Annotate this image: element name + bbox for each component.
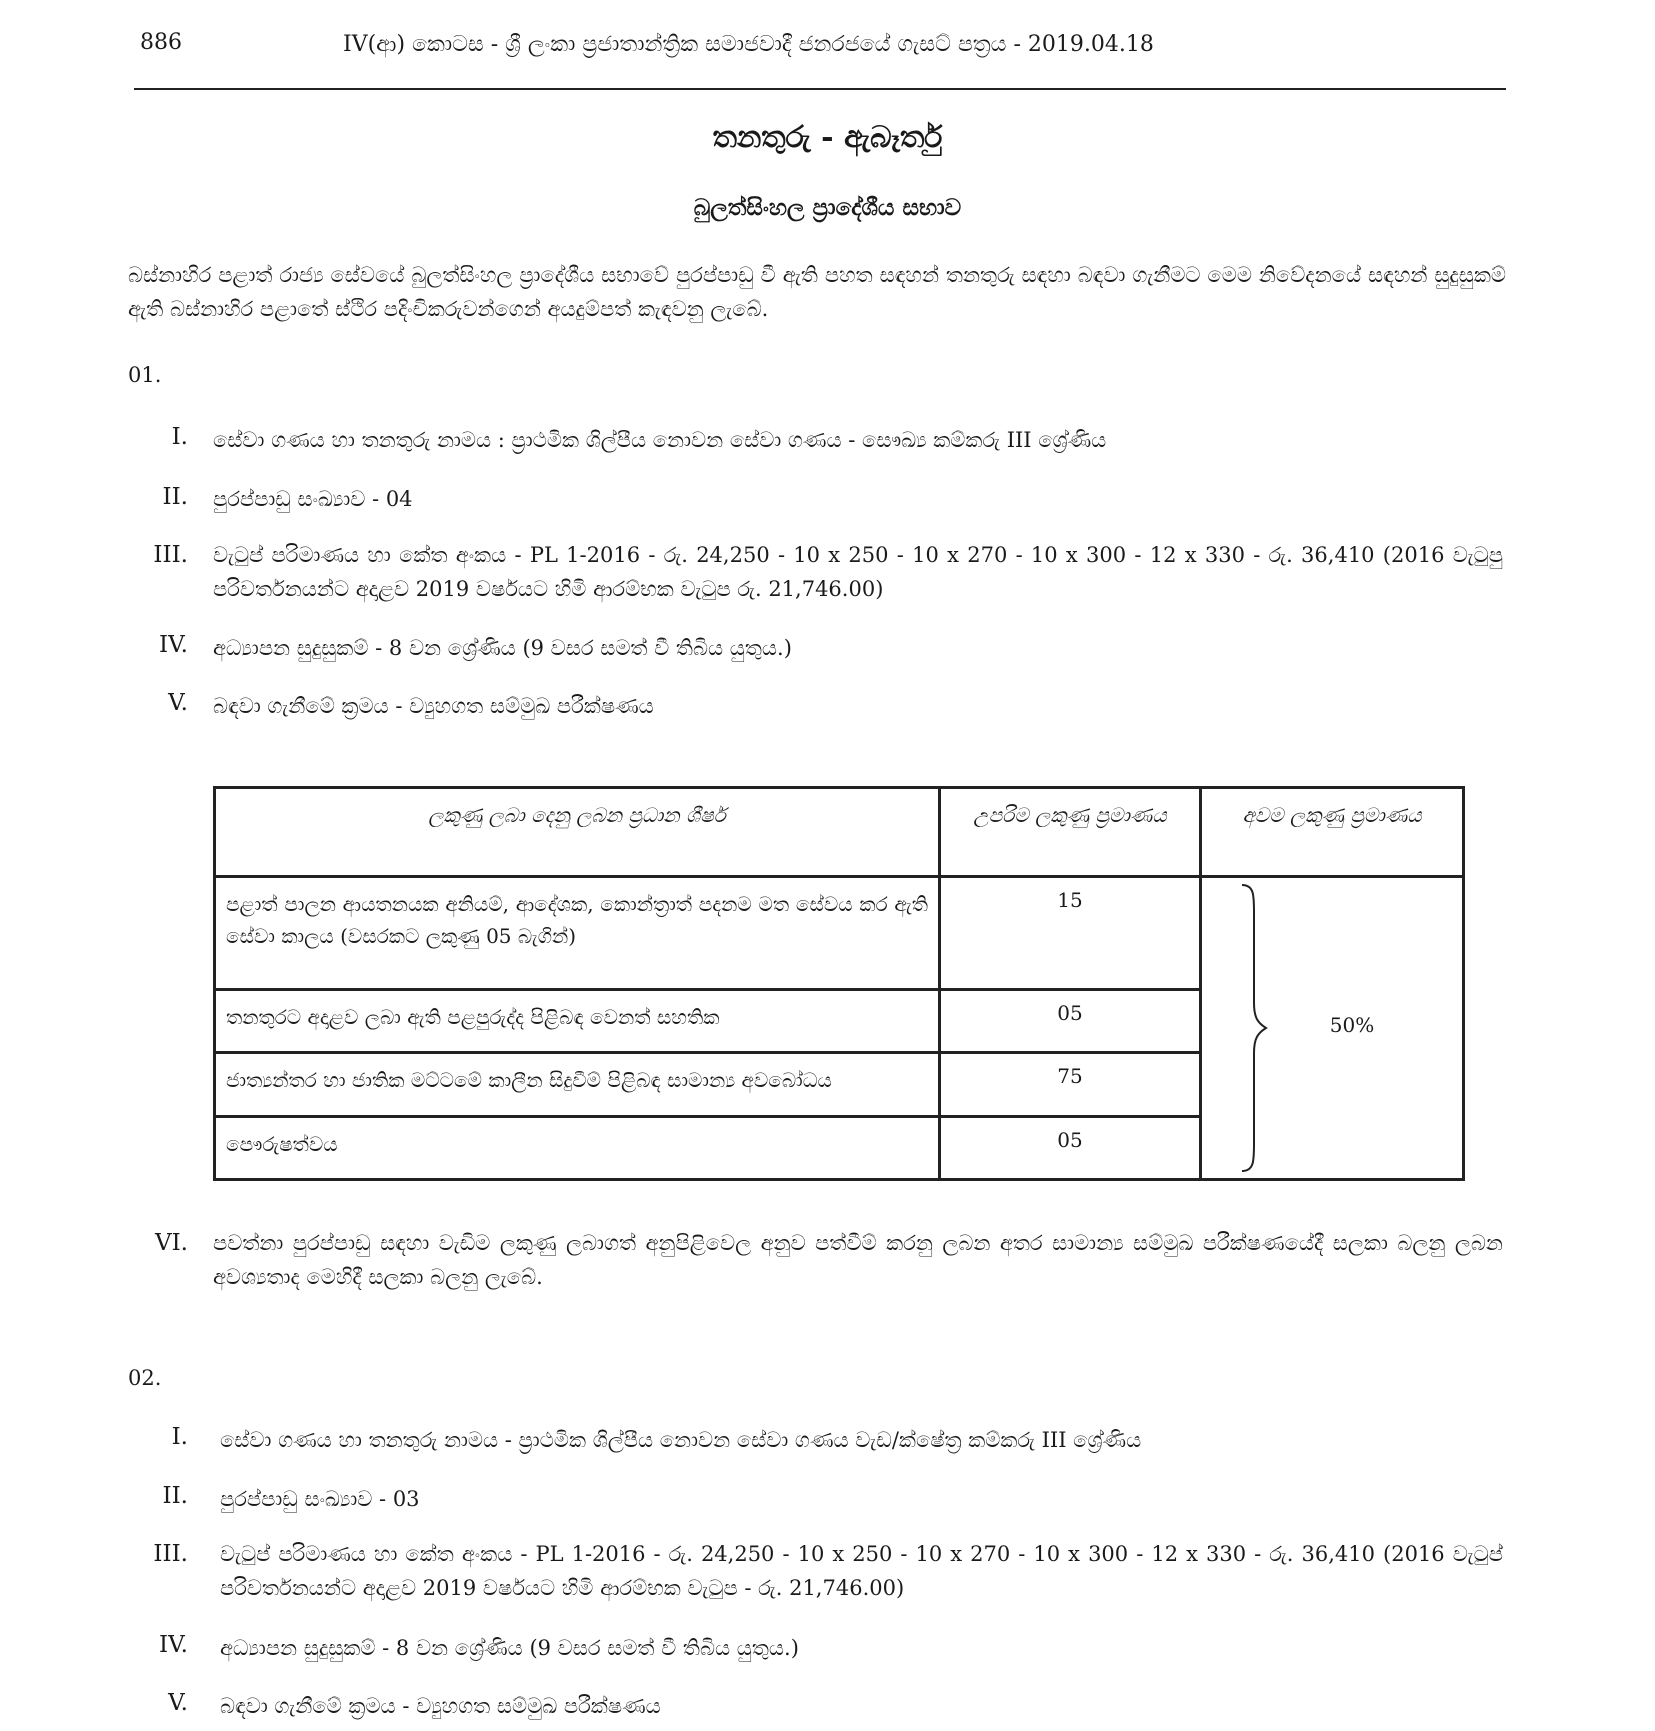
column-header-criteria: ලකුණු ලබා දෙනු ලබන ප්‍රධාන ශීර්ෂ [215,788,940,877]
item-text: පුරප්පාඩු සංඛ්‍යාව - 04 [213,487,413,511]
intro-paragraph: බස්නාහිර පළාත් රාජ්‍ය සේවයේ බුලත්සිංහල ප්‍රාදේශීය සභාවේ පුරප්පාඩු වී ඇති පහත සඳහන් තනතුරු සඳහා බඳවා ගැනීමට මෙම නිවේදනයේ සඳහන් සුදුසුකම් ඇති බස්නාහිර පළාතේ ස්ථිර පදිංචිකරුවන්ගෙන් අයදුම්පත් කැඳවනු ලැබේ. [128,263,1506,321]
curly-brace-icon [1234,883,1274,1173]
item-numeral: VI. [154,1230,188,1256]
item-numeral: IV. [159,1632,188,1658]
min-marks-value: 50% [1329,1013,1375,1037]
item-numeral: II. [162,484,188,510]
header-divider [134,88,1506,90]
criterion-cell: තනතුරට අදාළව ලබා ඇති පළපුරුද්ද පිළිබඳ වෙනත් සහතික [215,990,940,1053]
item-text: බඳවා ගැනීමේ ක්‍රමය - ව්‍යුහගත සම්මුඛ පරීක්ෂණය [213,694,654,718]
item-text: පවත්නා පුරප්පාඩු සඳහා වැඩිම ලකුණු ලබාගත් අනුපිළිවෙල අනුව පත්වීම් කරනු ලබන අතර සාමාන්‍ය සම්මුඛ පරීක්ෂණයේදී සලකා බලනු ලබන අවශ්‍යතාද මෙහිදී සලකා බලනු ලැබේ. [213,1231,1503,1289]
vacancy-number: 01. [128,363,162,387]
column-header-min-marks: අවම ලකුණු ප්‍රමාණය [1201,788,1464,877]
item-numeral: V. [168,1690,188,1716]
min-marks-cell [1201,877,1464,1180]
section-title: තනතුරු - ඇබෑර්තු [712,120,943,155]
table-row [215,877,1464,990]
gazette-header-title: IV(ආ) කොටස - ශ්‍රී ලංකා ප්‍රජාතාන්ත්‍රික සමාජවාදී ජනරජයේ ගැසට් පත්‍රය - 2019.04.18 [343,32,1154,57]
table-header-row [215,788,1464,877]
item-numeral: IV. [159,632,188,658]
criterion-cell: ජාත්‍යන්තර හා ජාතික මට්ටමේ කාලීන සිදුවීම් පිළිබඳ සාමාන්‍ය අවබෝධය [215,1053,940,1117]
max-marks-cell: 75 [940,1053,1201,1117]
item-text: බඳවා ගැනීමේ ක්‍රමය - ව්‍යුහගත සම්මුඛ පරීක්ෂණය [220,1694,661,1718]
council-name: බුලත්සිංහල ප්‍රාදේශීය සභාව [693,194,962,221]
criterion-cell: පෞරුෂත්වය [215,1117,940,1180]
max-marks-cell: 05 [940,1117,1201,1180]
item-text: අධ්‍යාපන සුදුසුකම් - 8 වන ශ්‍රේණිය (9 වසර සමත් වී තිබිය යුතුය.) [213,636,792,660]
item-numeral: I. [171,424,188,450]
item-numeral: III. [153,542,188,568]
item-text: අධ්‍යාපන සුදුසුකම් - 8 වන ශ්‍රේණිය (9 වසර සමත් වී තිබිය යුතුය.) [220,1636,799,1660]
item-text: වැටුප් පරිමාණය හා කේත අංකය - PL 1-2016 - රු. 24,250 - 10 x 250 - 10 x 270 - 10 x 300 - 12 x 330 - රු. 36,410 (2016 වැටුපු පරිවර්තනයන්ට අදාළව 2019 වර්ෂයට හිමි ආරම්භක වැටුප රු. 21,746.00) [213,543,1503,601]
criterion-cell: පළාත් පාලන ආයතනයක අනියම්, ආදේශක, කොන්ත්‍රාත් පදනම මත සේවය කර ඇති සේවා කාලය (වසරකට ලකුණු 05 බැගින්) [215,877,940,990]
item-text: පුරප්පාඩු සංඛ්‍යාව - 03 [220,1487,420,1511]
item-text: වැටුප් පරිමාණය හා කේත අංකය - PL 1-2016 - රු. 24,250 - 10 x 250 - 10 x 270 - 10 x 300 - 12 x 330 - රු. 36,410 (2016 වැටුප් පරිවර්තනයන්ට අදාළව 2019 වර්ෂයට හිමි ආරම්භක වැටුප - රු. 21,746.00) [220,1542,1503,1600]
max-marks-cell: 05 [940,990,1201,1053]
column-header-max-marks: උපරිම ලකුණු ප්‍රමාණය [940,788,1201,877]
page-number: 886 [140,30,182,55]
item-text: සේවා ගණය හා තනතුරු නාමය : ප්‍රාථමික ශිල්පීය නොවන සේවා ගණය - සෞඛ්‍ය කම්කරු III ශ්‍රේණිය [213,428,1107,452]
item-numeral: I. [171,1424,188,1450]
max-marks-cell: 15 [940,877,1201,990]
item-numeral: III. [153,1541,188,1567]
item-numeral: II. [162,1483,188,1509]
vacancy-number: 02. [128,1366,162,1390]
item-numeral: V. [168,690,188,716]
marks-table [213,786,1465,1181]
item-text: සේවා ගණය හා තනතුරු නාමය - ප්‍රාථමික ශිල්පීය නොවන සේවා ගණය වැඩ/ක්ෂේත්‍ර කම්කරු III ශ්‍රේණිය [220,1428,1142,1452]
